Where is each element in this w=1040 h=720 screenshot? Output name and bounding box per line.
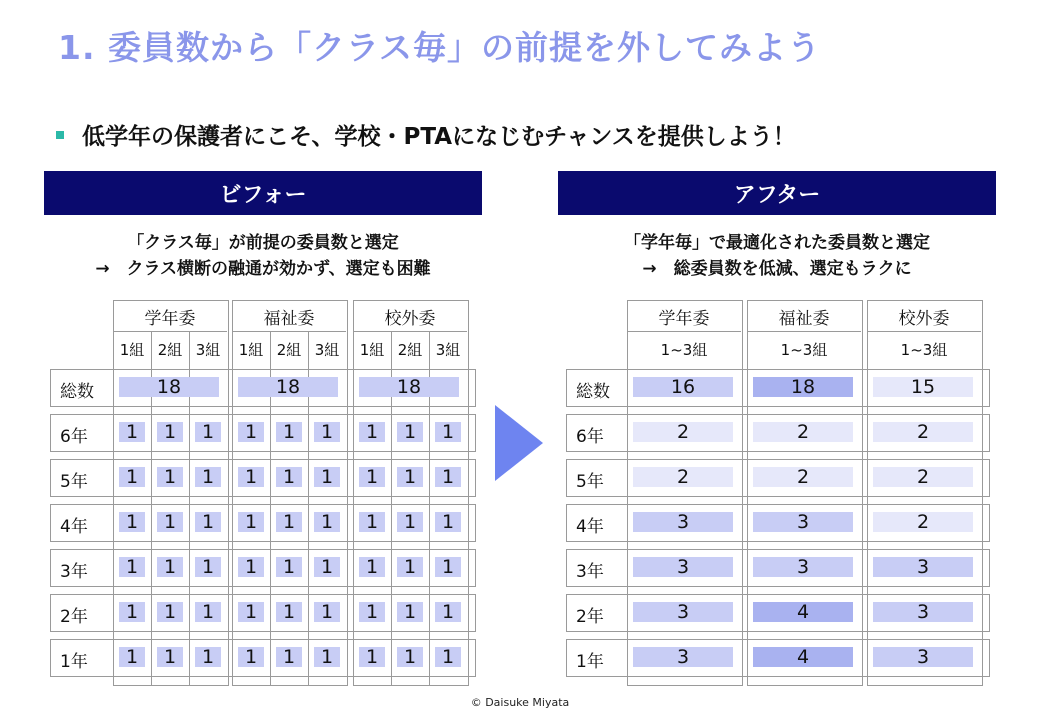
- before-class-label: 3組: [435, 341, 461, 359]
- after-group-name: 福祉委: [778, 309, 830, 329]
- before-cell: 1: [435, 467, 461, 487]
- before-total-cell: 18: [238, 377, 338, 397]
- before-cell: 1: [276, 467, 302, 487]
- after-desc-line1: 「学年毎」で最適化された委員数と選定: [624, 233, 930, 253]
- before-cell: 1: [397, 422, 423, 442]
- before-cell: 1: [276, 602, 302, 622]
- before-group-divider: [232, 331, 346, 332]
- before-desc-line1: 「クラス毎」が前提の委員数と選定: [127, 233, 399, 253]
- before-cell: 1: [359, 647, 385, 667]
- before-group-name: 校外委: [384, 309, 436, 329]
- before-cell: 1: [314, 512, 340, 532]
- before-cell: 1: [195, 647, 221, 667]
- after-description: [558, 230, 996, 282]
- before-class-label: 1組: [359, 341, 385, 359]
- after-row-label: 5年: [576, 472, 604, 492]
- after-cell: 3: [633, 602, 733, 622]
- before-row-label: 6年: [60, 427, 88, 447]
- after-cell: 2: [633, 467, 733, 487]
- before-cell: 1: [195, 422, 221, 442]
- before-row-label: 総数: [60, 382, 94, 402]
- before-cell: 1: [435, 602, 461, 622]
- before-cell: 1: [359, 557, 385, 577]
- after-cell: 2: [873, 467, 973, 487]
- before-cell: 1: [157, 467, 183, 487]
- before-cell: 1: [314, 602, 340, 622]
- after-row-label: 4年: [576, 517, 604, 537]
- subtitle-text: 低学年の保護者にこそ、学校・PTAになじむチャンスを提供しよう！: [82, 124, 796, 150]
- before-cell: 1: [359, 602, 385, 622]
- before-cell: 1: [195, 467, 221, 487]
- before-row-label: 5年: [60, 472, 88, 492]
- before-cell: 1: [397, 647, 423, 667]
- before-cell: 1: [314, 647, 340, 667]
- before-class-label: 2組: [157, 341, 183, 359]
- after-cell: 3: [633, 512, 733, 532]
- after-desc-line2: → 総委員数を低減、選定もラクに: [642, 259, 912, 279]
- before-description: [44, 230, 482, 282]
- after-group-divider: [627, 331, 741, 332]
- before-cell: 1: [276, 647, 302, 667]
- before-class-label: 1組: [119, 341, 145, 359]
- after-row-label: 3年: [576, 562, 604, 582]
- before-cell: 1: [359, 467, 385, 487]
- before-class-label: 1組: [238, 341, 264, 359]
- after-group-name: 校外委: [898, 309, 950, 329]
- before-group-divider: [353, 331, 467, 332]
- after-cell: 15: [873, 377, 973, 397]
- before-cell: 1: [157, 512, 183, 532]
- before-cell: 1: [157, 602, 183, 622]
- before-cell: 1: [195, 557, 221, 577]
- before-cell: 1: [359, 512, 385, 532]
- before-row-label: 1年: [60, 652, 88, 672]
- after-cell: 18: [753, 377, 853, 397]
- before-class-label: 2組: [276, 341, 302, 359]
- after-cell: 2: [633, 422, 733, 442]
- before-cell: 1: [397, 512, 423, 532]
- before-row-label: 4年: [60, 517, 88, 537]
- before-group-divider: [113, 331, 227, 332]
- after-cell: 2: [753, 467, 853, 487]
- after-group-divider: [747, 331, 861, 332]
- subtitle: [56, 118, 796, 151]
- right-arrow-icon: [495, 405, 543, 481]
- after-header: アフター: [558, 171, 996, 215]
- after-cell: 3: [633, 557, 733, 577]
- before-cell: 1: [238, 422, 264, 442]
- before-cell: 1: [314, 557, 340, 577]
- before-cell: 1: [435, 422, 461, 442]
- before-header: ビフォー: [44, 171, 482, 215]
- before-cell: 1: [397, 557, 423, 577]
- before-desc-line2: → クラス横断の融通が効かず、選定も困難: [95, 259, 431, 279]
- copyright: © Daisuke Miyata: [470, 696, 570, 709]
- before-cell: 1: [238, 557, 264, 577]
- before-cell: 1: [119, 557, 145, 577]
- bullet-icon: [56, 131, 64, 139]
- before-cell: 1: [195, 512, 221, 532]
- after-cell: 2: [753, 422, 853, 442]
- before-cell: 1: [119, 647, 145, 667]
- after-class-label: 1~3組: [900, 341, 948, 359]
- after-class-label: 1~3組: [660, 341, 708, 359]
- before-cell: 1: [119, 422, 145, 442]
- after-cell: 3: [873, 647, 973, 667]
- before-cell: 1: [276, 422, 302, 442]
- before-cell: 1: [435, 557, 461, 577]
- before-cell: 1: [359, 422, 385, 442]
- before-cell: 1: [397, 602, 423, 622]
- after-row-label: 総数: [576, 382, 610, 402]
- after-cell: 3: [753, 557, 853, 577]
- after-group-divider: [867, 331, 981, 332]
- before-cell: 1: [157, 422, 183, 442]
- before-cell: 1: [397, 467, 423, 487]
- after-group-name: 学年委: [658, 309, 710, 329]
- before-group-name: 学年委: [144, 309, 196, 329]
- before-cell: 1: [119, 467, 145, 487]
- slide-title: 1. 委員数から「クラス毎」の前提を外してみよう: [58, 28, 821, 67]
- before-cell: 1: [195, 602, 221, 622]
- before-cell: 1: [157, 557, 183, 577]
- after-cell: 3: [633, 647, 733, 667]
- before-cell: 1: [314, 467, 340, 487]
- before-cell: 1: [238, 602, 264, 622]
- after-cell: 3: [873, 557, 973, 577]
- before-cell: 1: [119, 602, 145, 622]
- before-cell: 1: [314, 422, 340, 442]
- after-row-label: 6年: [576, 427, 604, 447]
- after-row-label: 2年: [576, 607, 604, 627]
- after-cell: 4: [753, 602, 853, 622]
- before-cell: 1: [435, 647, 461, 667]
- before-row-label: 3年: [60, 562, 88, 582]
- before-cell: 1: [157, 647, 183, 667]
- after-cell: 3: [873, 602, 973, 622]
- before-total-cell: 18: [119, 377, 219, 397]
- before-class-label: 2組: [397, 341, 423, 359]
- before-cell: 1: [238, 467, 264, 487]
- after-cell: 4: [753, 647, 853, 667]
- after-cell: 2: [873, 422, 973, 442]
- before-total-cell: 18: [359, 377, 459, 397]
- after-cell: 2: [873, 512, 973, 532]
- before-cell: 1: [238, 512, 264, 532]
- after-class-label: 1~3組: [780, 341, 828, 359]
- before-cell: 1: [238, 647, 264, 667]
- before-cell: 1: [276, 557, 302, 577]
- before-row-label: 2年: [60, 607, 88, 627]
- before-class-label: 3組: [314, 341, 340, 359]
- after-cell: 16: [633, 377, 733, 397]
- after-row-label: 1年: [576, 652, 604, 672]
- after-cell: 3: [753, 512, 853, 532]
- before-group-name: 福祉委: [263, 309, 315, 329]
- before-cell: 1: [276, 512, 302, 532]
- before-cell: 1: [119, 512, 145, 532]
- before-cell: 1: [435, 512, 461, 532]
- before-class-label: 3組: [195, 341, 221, 359]
